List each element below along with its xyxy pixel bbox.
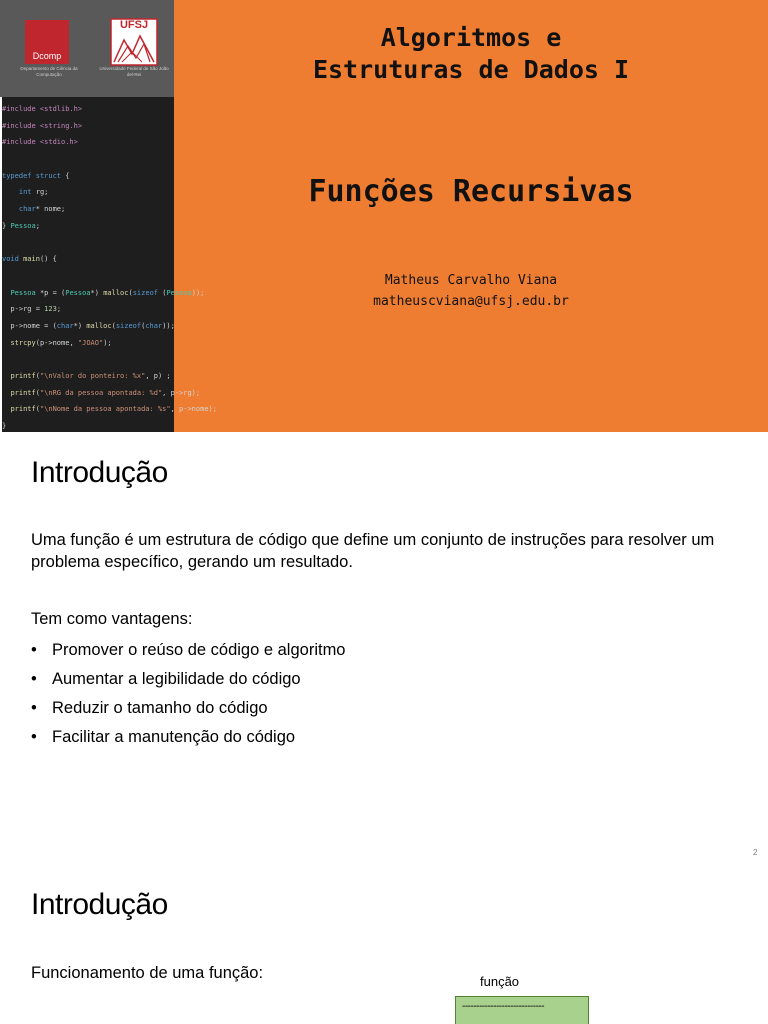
code-line — [2, 351, 174, 368]
code-line: #include <stdio.h> — [2, 138, 78, 147]
code-line: strcpy(p->nome, "JOAO"); — [10, 338, 112, 347]
code-line: typedef struct { — [2, 171, 70, 180]
code-line: printf("\nValor do ponteiro: %x", p) ; — [10, 372, 171, 380]
code-line: } — [2, 422, 7, 431]
slide-heading: Introdução — [31, 888, 168, 921]
code-line: int rg; — [18, 188, 49, 197]
code-line — [2, 268, 174, 285]
author-block — [174, 270, 768, 312]
ufsj-logo-text: UFSJ — [119, 19, 149, 31]
page-number: 2 — [753, 848, 758, 857]
ufsj-logo — [110, 18, 158, 66]
function-slide — [0, 864, 768, 1024]
list-item: • Aumentar a legibilidade do código — [31, 665, 346, 694]
list-item: • Reduzir o tamanho do código — [31, 694, 346, 723]
author-email: matheuscviana@ufsj.edu.br — [373, 294, 569, 309]
function-box — [455, 996, 589, 1024]
code-line: char* nome; — [18, 205, 66, 214]
code-panel — [0, 0, 217, 432]
dcomp-logo-text: Dcomp — [32, 51, 62, 61]
code-line: Pessoa *p = (Pessoa*) malloc(sizeof (Pessoa)); — [10, 288, 205, 297]
title-slide — [0, 0, 768, 432]
ufsj-caption: Universidade Federal de São João del-Rei — [99, 66, 169, 77]
list-item: • Facilitar a manutenção do código — [31, 723, 346, 752]
code-line — [2, 235, 174, 252]
course-title-line1: Algoritmos e — [380, 23, 562, 52]
advantages-list — [31, 636, 346, 752]
code-line: #include <stdlib.h> — [2, 105, 83, 113]
code-line: p->nome = (char*) malloc(sizeof(char)); — [2, 321, 175, 330]
intro-slide — [0, 432, 768, 864]
code-line: #include <string.h> — [2, 121, 83, 130]
code-line: void main() { — [2, 255, 57, 264]
list-item: • Promover o reúso de código e algoritmo — [31, 636, 346, 665]
code-line: printf("\nRG da pessoa apontada: %d", p->rg); — [10, 388, 201, 397]
function-box-text: ----------------------------- — [462, 1001, 545, 1012]
slide-heading: Introdução — [31, 456, 168, 489]
advantages-intro: Tem como vantagens: — [31, 610, 193, 628]
author-name: Matheus Carvalho Viana — [384, 273, 558, 288]
function-paragraph: Funcionamento de uma função: — [31, 964, 264, 982]
logo-bar — [0, 0, 174, 97]
lecture-title: Funções Recursivas — [308, 174, 634, 209]
dcomp-logo — [25, 20, 69, 64]
code-line: p->rg = 123; — [2, 305, 62, 314]
course-title — [174, 22, 768, 86]
code-snippet — [2, 101, 217, 435]
code-line: printf("\nNome da pessoa apontada: %s", p->nome); — [10, 405, 217, 414]
definition-paragraph: Uma função é um estrutura de código que define um conjunto de instruções para resolver um problema específico, gerando um resultado. — [31, 531, 715, 571]
course-title-line2: Estruturas de Dados I — [312, 55, 630, 84]
dcomp-caption: Departamento de Ciência da Computação — [20, 66, 78, 77]
code-line — [2, 151, 174, 168]
diagram-label: função — [480, 974, 520, 989]
code-line: } Pessoa; — [2, 221, 40, 230]
